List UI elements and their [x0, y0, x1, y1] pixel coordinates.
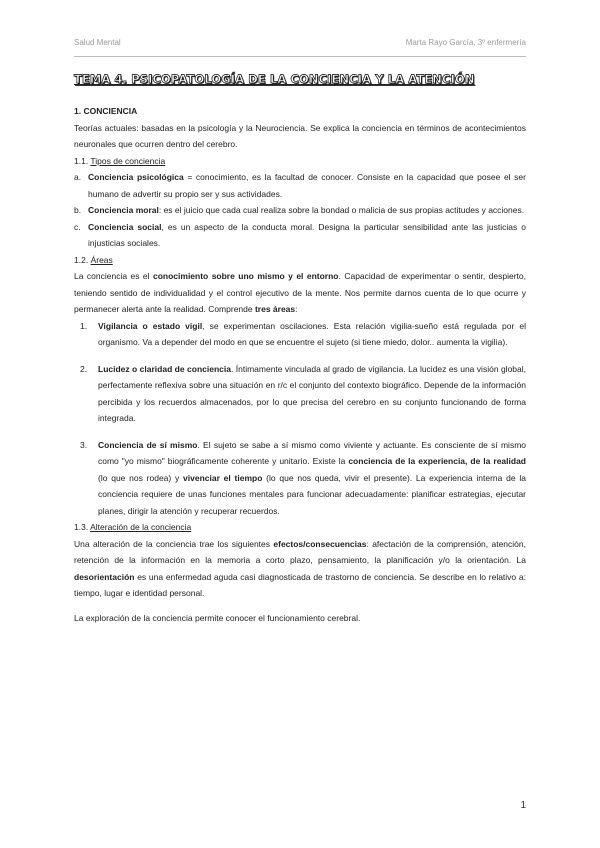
list-item: a. Conciencia psicológica = conocimiento, es la facultad de conocer. Consiste en la capacidad que posee el ser humano de advertir su propio ser y sus actividades.: [74, 172, 526, 199]
page-title: TEMA 4. PSICOPATOLOGÍA DE LA CONCIENCIA Y LA ATENCIÓN: [74, 72, 475, 86]
section-heading-conciencia: 1. CONCIENCIA: [74, 106, 138, 116]
list-item: b. Conciencia moral: es el juicio que cada cual realiza sobre la bondad o malicia de sus propias actitudes y acciones.: [74, 205, 525, 215]
list-item: 3. Conciencia de sí mismo. El sujeto se sabe a sí mismo como viviente y actuante. Es consciente de sí mismo como "yo mismo" biográficamente coherente y unitario. Existe la conciencia de la experiencia, de la realidad (lo que nos rodea) y vivenciar el tiempo (lo que nos queda, vivir el presente). La experiencia interna de la conciencia requiere de unas funciones mentales para funcionar adecuadamente: planificar estrategias, ejecutar planes, dirigir la atención y recuperar recuerdos.: [80, 439, 526, 516]
header-divider: [74, 56, 526, 57]
types-list: [74, 169, 526, 252]
list-item: 1. Vigilancia o estado vigil, se experimentan oscilaciones. Esta relación vigilia-sueño está regulada por el organismo. Va a depender del modo en que se encuentre el sujeto (si tiene miedo, dolor.. aumenta la vigilia).: [80, 320, 526, 347]
page-header: [74, 38, 526, 52]
subsection-heading-areas: 1.2. Áreas: [74, 254, 113, 265]
subsection-heading-alteracion: 1.3. Alteración de la conciencia: [74, 522, 192, 532]
list-item: 2. Lucidez o claridad de conciencia. Íntimamente vinculada al grado de vigilancia. La lucidez es una visión global, perfectamente reflexiva sobre una situación en r/c el conjunto del contexto biográfico. Depende de la información percibida y los recuerdos almacenados, por lo que precisa del cerebro en su conjunto funcionando de forma integrada.: [80, 363, 527, 423]
areas-list: [74, 318, 526, 520]
page-number: 1: [520, 800, 526, 811]
closing-paragraph: La exploración de la conciencia permite conocer el funcionamiento cerebral.: [74, 612, 361, 623]
list-item: c. Conciencia social, es un aspecto de la conducta moral. Designa la particular sensibilidad ante las justicias o injusticias sociales.: [74, 221, 527, 248]
header-subject: Salud Mental: [74, 38, 121, 47]
header-author: Marta Rayo García, 3º enfermería: [405, 38, 526, 47]
subsection-heading-tipos: 1.1. Tipos de conciencia: [74, 155, 166, 166]
section-intro: Teorías actuales: basadas en la psicología y la Neurociencia. Se explica la conciencia en términos de acontecimientos neuronales que ocurren dentro del cerebro.: [74, 122, 526, 149]
document-body: [74, 103, 526, 626]
alteration-paragraph: Una alteración de la conciencia trae los siguientes efectos/consecuencias: afectación de la comprensión, atención, retención de la información en la memoria a corto plazo, pensamiento, la planificación y/o la orientación. La desorientación es una enfermedad aguda casi diagnosticada de trastorno de conciencia. Se describe en lo relativo a: tiempo, lugar e identidad personal.: [74, 538, 526, 598]
areas-paragraph: La conciencia es el conocimiento sobre uno mismo y el entorno. Capacidad de experimentar o sentir, despierto, teniendo sentido de individualidad y el control ejecutivo de la mente. Nos permite darnos cuenta de lo que ocurre y permanecer alerta ante la realidad. Comprende tres áreas:: [74, 271, 526, 314]
